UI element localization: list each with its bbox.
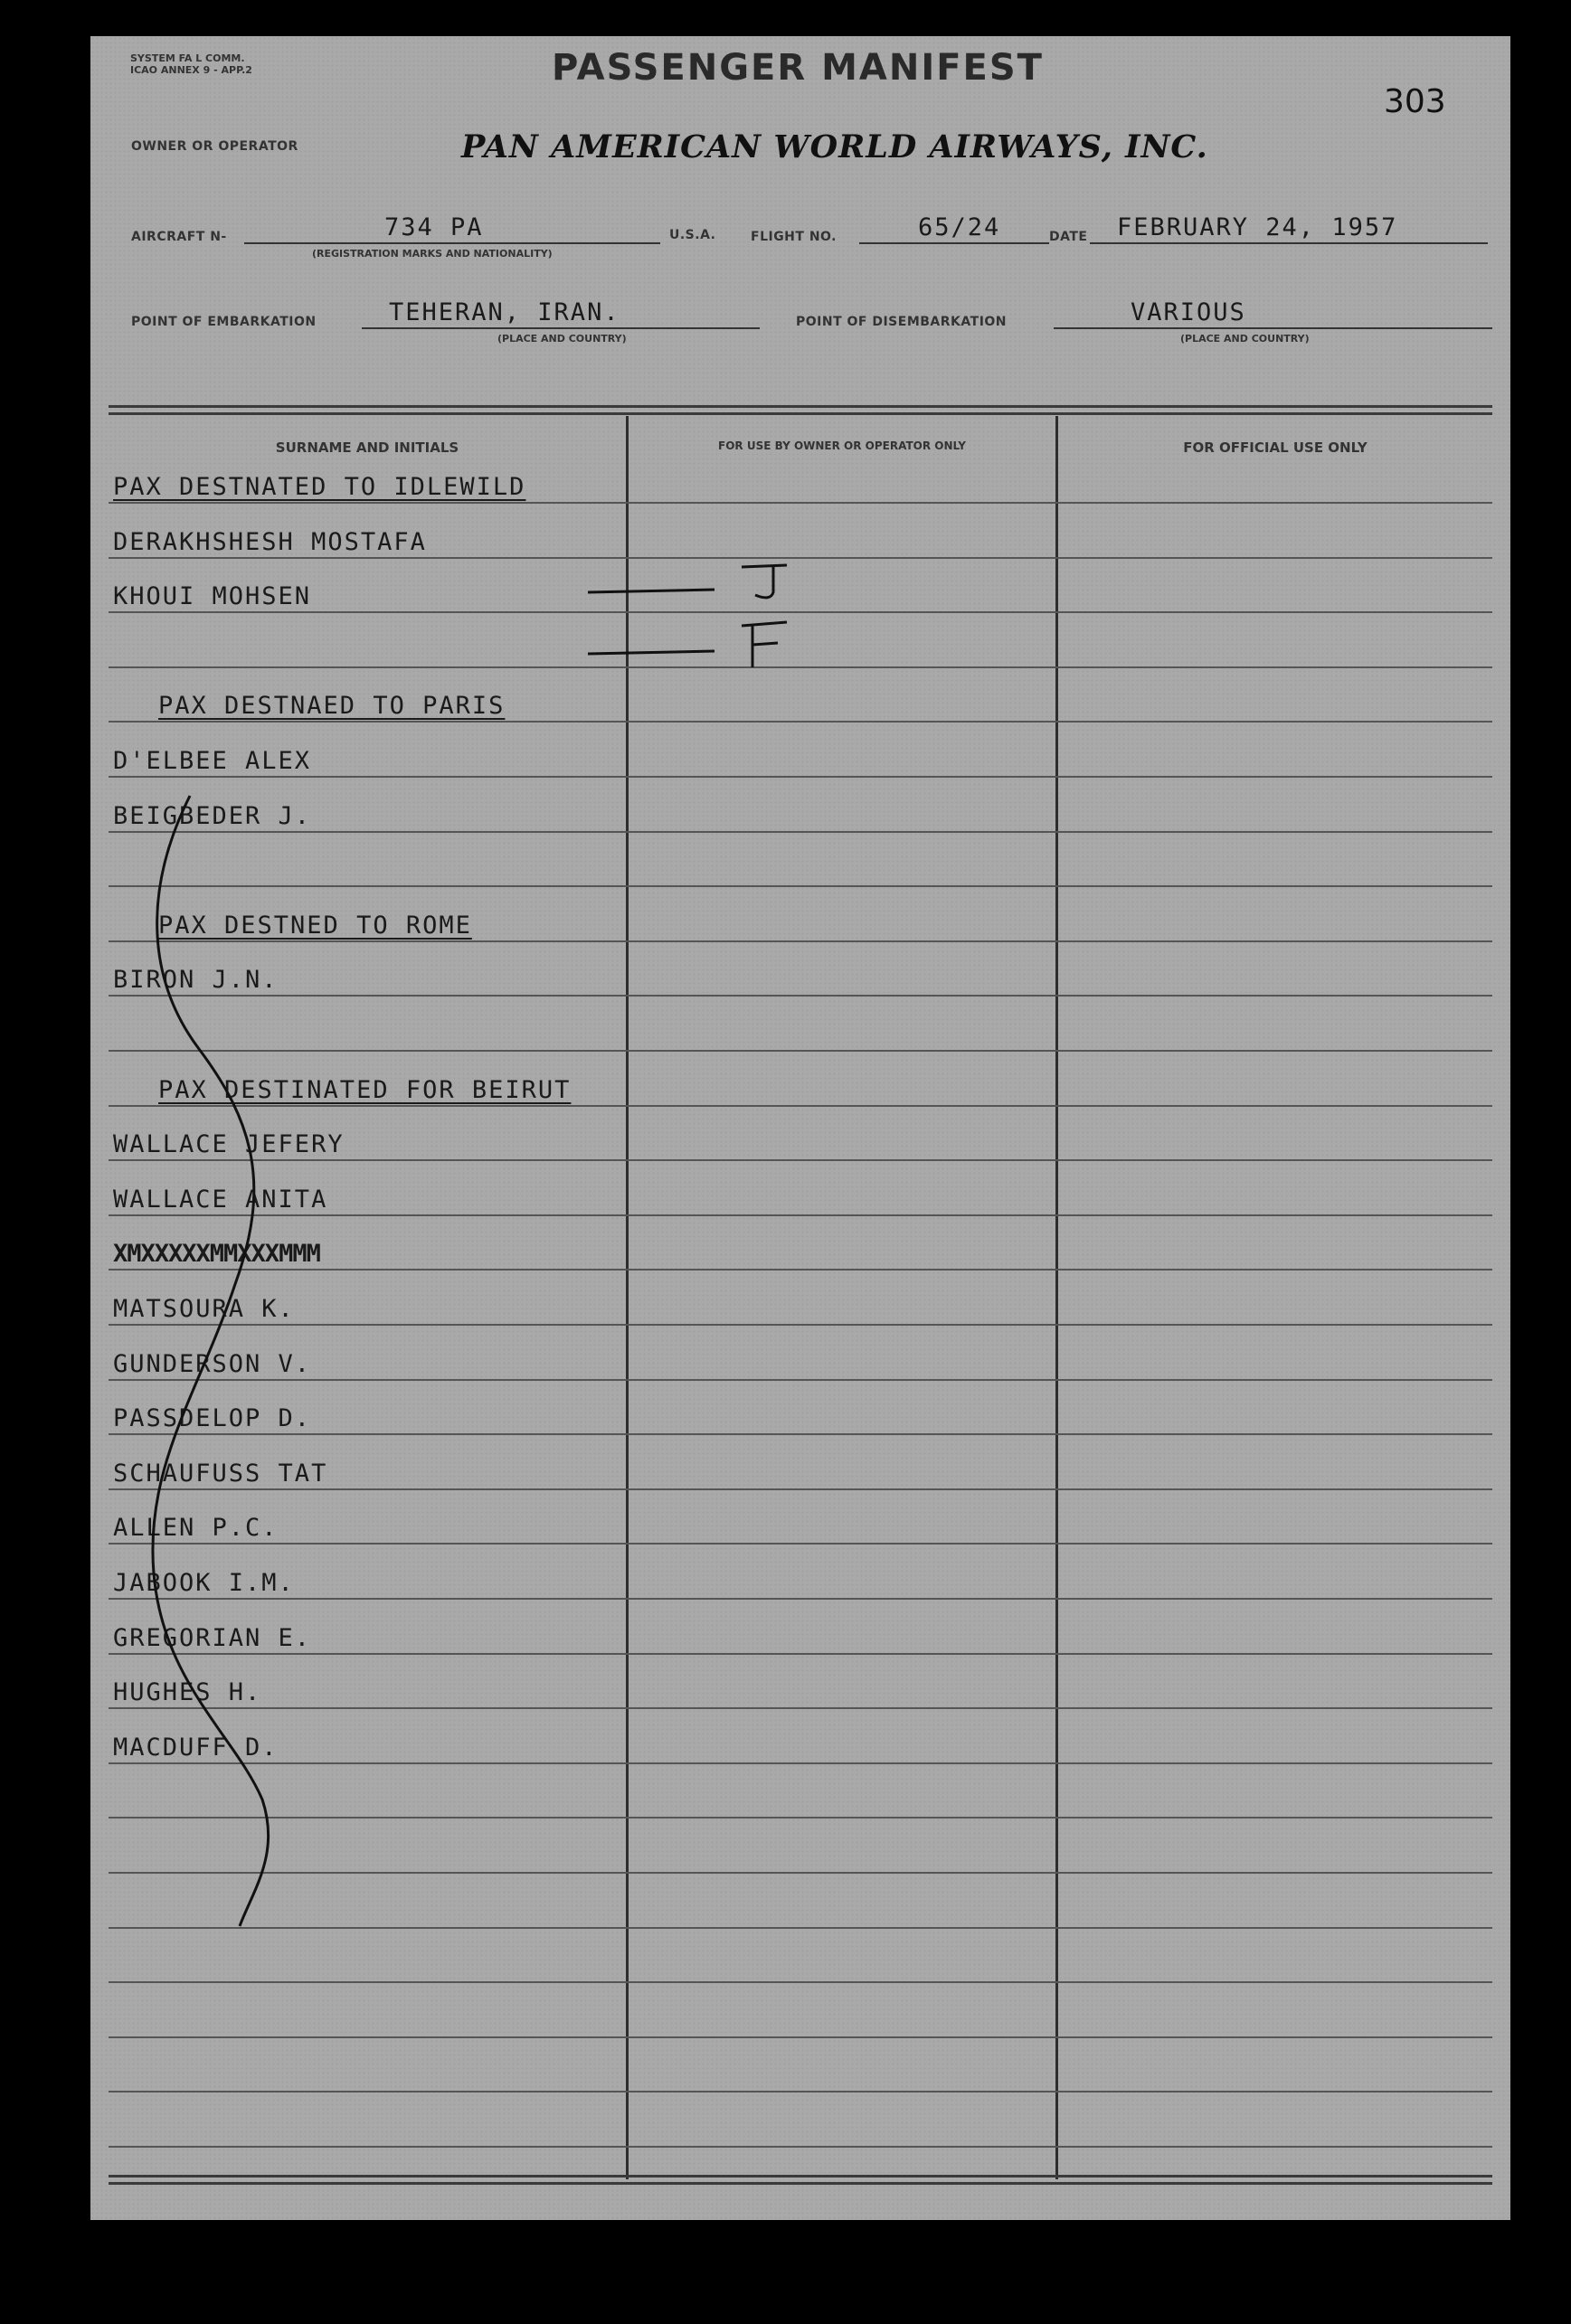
registration-caption: (REGISTRATION MARKS AND NATIONALITY) [312,248,553,260]
disembarkation-label: POINT OF DISEMBARKATION [796,315,1008,329]
passenger-name: HUGHES H. [113,1678,262,1707]
system-code-line1: SYSTEM FA L COMM. [130,52,245,64]
handwritten-marks [561,524,868,687]
col-header-official: FOR OFFICIAL USE ONLY [1183,439,1368,456]
passenger-name: BIRON J.N. [113,966,279,995]
passenger-name: WALLACE ANITA [113,1185,328,1214]
ruled-line [109,502,1492,504]
page-number: 303 [1384,83,1446,120]
destination-heading: PAX DESTINATED FOR BEIRUT [158,1075,572,1104]
place-caption-1: (PLACE AND COUNTRY) [497,333,627,345]
passenger-name: GUNDERSON V. [113,1349,312,1378]
passenger-name: KHOUI MOHSEN [113,582,312,611]
usa-label: U.S.A. [669,228,716,242]
system-code [130,52,252,76]
passenger-name: MACDUFF D. [113,1733,279,1762]
ruled-line [109,2146,1492,2148]
col-header-operator: FOR USE BY OWNER OR OPERATOR ONLY [718,439,966,452]
ruled-line [109,2091,1492,2093]
flight-value: 65/24 [918,213,1001,241]
date-label: DATE [1049,230,1088,244]
ruled-line [109,2036,1492,2038]
place-caption-2: (PLACE AND COUNTRY) [1180,333,1310,345]
embarkation-value: TEHERAN, IRAN. [389,298,620,326]
embarkation-label: POINT OF EMBARKATION [131,315,317,329]
owner-value: PAN AMERICAN WORLD AIRWAYS, INC. [461,128,1208,165]
passenger-name: DERAKHSHESH MOSTAFA [113,527,427,556]
page-title: PASSENGER MANIFEST [552,47,1044,89]
passenger-name: SCHAUFUSS TAT [113,1459,328,1488]
col-header-surname: SURNAME AND INITIALS [275,439,459,456]
manifest-sheet [90,36,1510,2220]
ruled-line [109,1981,1492,1983]
aircraft-label: AIRCRAFT N- [131,230,227,244]
passenger-name: GREGORIAN E. [113,1623,312,1652]
passenger-name: MATSOURA K. [113,1295,295,1323]
handwritten-curve [90,778,452,1953]
passenger-name: JABOOK I.M. [113,1569,295,1597]
destination-heading: PAX DESTNED TO ROME [158,911,472,940]
flight-label: FLIGHT NO. [751,230,837,244]
passenger-name: PASSDELOP D. [113,1404,312,1433]
passenger-name: WALLACE JEFERY [113,1130,345,1159]
owner-label: OWNER OR OPERATOR [131,139,298,154]
disembarkation-value: VARIOUS [1131,298,1246,326]
date-value: FEBRUARY 24, 1957 [1117,213,1398,241]
system-code-line2: ICAO ANNEX 9 - APP.2 [130,64,252,76]
passenger-name: XMXXXXXMMXXXMMM [113,1240,320,1269]
ruled-line [109,721,1492,723]
destination-heading: PAX DESTNATED TO IDLEWILD [113,473,526,501]
aircraft-value: 734 PA [384,213,484,241]
passenger-name: D'ELBEE ALEX [113,747,312,775]
destination-heading: PAX DESTNAED TO PARIS [158,692,506,721]
passenger-name: BEIGBEDER J. [113,801,312,830]
passenger-name: ALLEN P.C. [113,1514,279,1543]
